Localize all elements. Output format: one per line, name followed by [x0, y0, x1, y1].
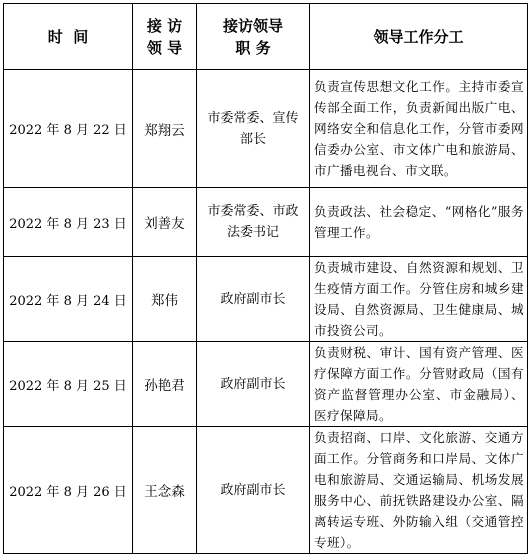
date-cell: 2022 年 8 月 26 日 — [4, 427, 133, 554]
reception-schedule-table — [3, 3, 528, 554]
leader-post: 市委常委、宣传 部长 — [197, 70, 310, 188]
leader-post: 政府副市长 — [197, 342, 310, 427]
table-row — [4, 257, 528, 342]
table-row — [4, 188, 528, 257]
leader-name: 郑翔云 — [133, 70, 197, 188]
date-cell: 2022 年 8 月 23 日 — [4, 188, 133, 257]
duties-cell: 负责招商、口岸、文化旅游、交通方面工作。分管商务和口岸局、文体广电和旅游局、交通运输局、机场发展服务中心、前抚铁路建设办公室、隔离转运专班、外防输入组（交通管控专班）。 — [310, 427, 528, 554]
leader-post: 政府副市长 — [197, 257, 310, 342]
date-cell: 2022 年 8 月 24 日 — [4, 257, 133, 342]
leader-post: 政府副市长 — [197, 427, 310, 554]
date-cell: 2022 年 8 月 25 日 — [4, 342, 133, 427]
date-cell: 2022 年 8 月 22 日 — [4, 70, 133, 188]
table-row — [4, 342, 528, 427]
header-leader: 接 访 领 导 — [133, 4, 197, 70]
leader-post: 市委常委、市政 法委书记 — [197, 188, 310, 257]
header-post: 接访领导 职 务 — [197, 4, 310, 70]
header-duties: 领导工作分工 — [310, 4, 528, 70]
duties-cell: 负责财税、审计、国有资产管理、医疗保障方面工作。分管财政局（国有资产监督管理办公室、市金融局）、医疗保障局。 — [310, 342, 528, 427]
duties-cell: 负责宣传思想文化工作。主持市委宣传部全面工作，负责新闻出版广电、网络安全和信息化工作，分管市委网信委办公室、市文体广电和旅游局、市广播电视台、市文联。 — [310, 70, 528, 188]
duties-cell: 负责政法、社会稳定、“网格化”服务管理工作。 — [310, 188, 528, 257]
leader-name: 王念森 — [133, 427, 197, 554]
leader-name: 孙艳君 — [133, 342, 197, 427]
leader-name: 郑伟 — [133, 257, 197, 342]
table-row — [4, 70, 528, 188]
leader-name: 刘善友 — [133, 188, 197, 257]
duties-cell: 负责城市建设、自然资源和规划、卫生疫情方面工作。分管住房和城乡建设局、自然资源局、卫生健康局、城市投资公司。 — [310, 257, 528, 342]
header-row — [4, 4, 528, 70]
header-time: 时 间 — [4, 4, 133, 70]
table-row — [4, 427, 528, 554]
